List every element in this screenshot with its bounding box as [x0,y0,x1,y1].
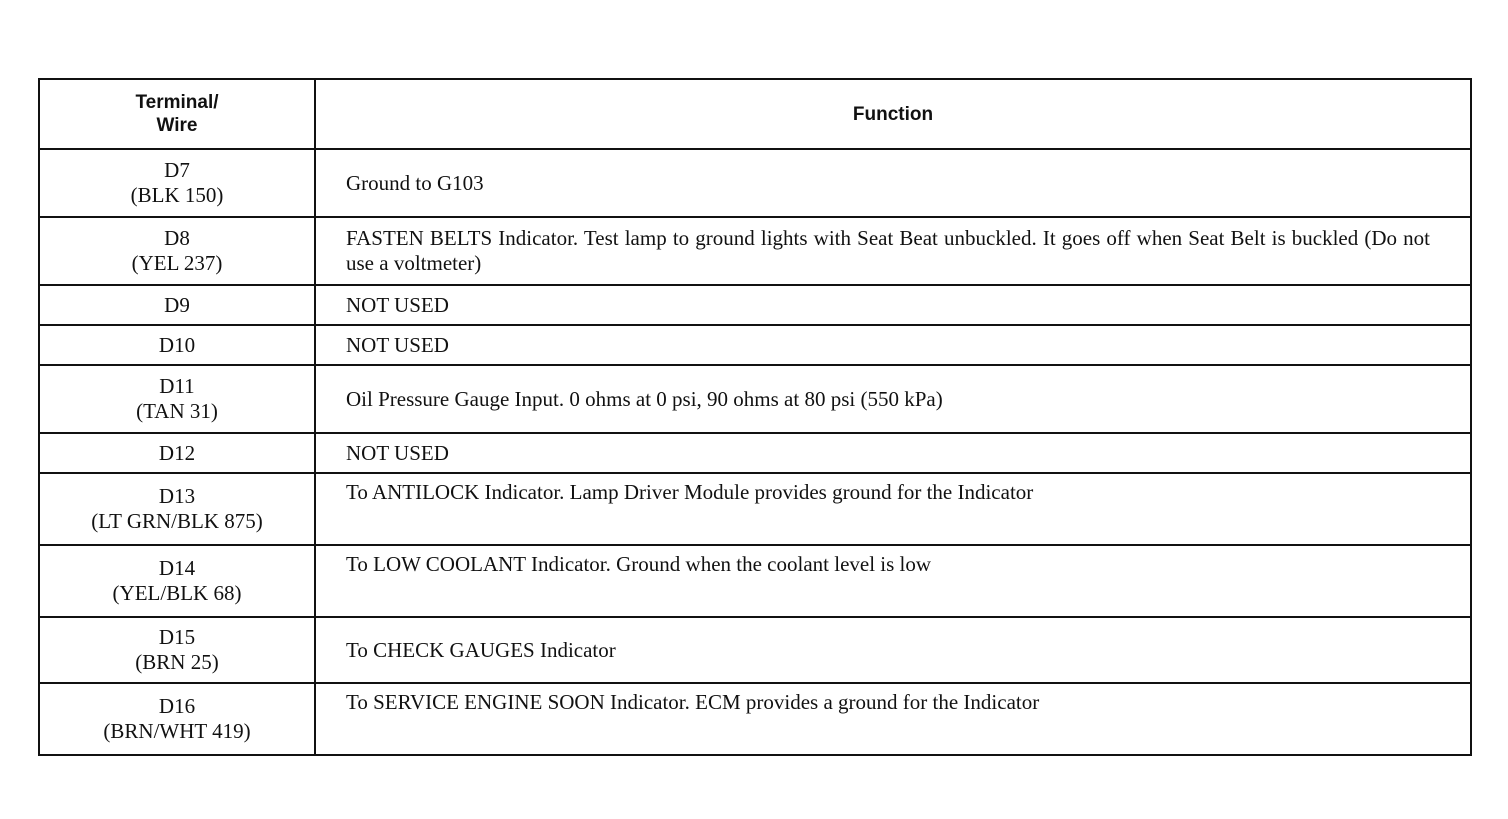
table-row [39,683,1471,755]
header-wire-label: Wire [156,115,198,136]
table-row [39,285,1471,325]
wire-id: (BRN 25) [135,650,219,674]
wire-id: (BRN/WHT 419) [103,719,251,743]
terminal-cell [39,433,315,473]
wire-id: (YEL 237) [131,251,223,275]
function-cell: NOT USED [315,433,1471,473]
table-row [39,545,1471,617]
terminal-id: D12 [158,440,196,465]
terminal-id: D8 [164,226,190,250]
function-cell: FASTEN BELTS Indicator. Test lamp to ground lights with Seat Beat unbuckled. It goes off when Seat Belt is buckled (Do not use a voltmeter) [315,217,1471,285]
function-cell: To ANTILOCK Indicator. Lamp Driver Module provides ground for the Indicator [315,473,1471,545]
terminal-id: D15 [158,625,196,649]
wire-id: (BLK 150) [130,183,224,207]
terminal-cell [39,683,315,755]
wire-id: (TAN 31) [136,399,218,423]
terminal-id: D16 [158,694,196,718]
terminal-function-table [38,78,1472,756]
table-row [39,433,1471,473]
header-terminal-label: Terminal/ [135,92,219,113]
terminal-cell [39,545,315,617]
terminal-cell [39,617,315,683]
table-row [39,617,1471,683]
terminal-cell [39,473,315,545]
wire-id: (LT GRN/BLK 875) [91,509,263,533]
function-cell: To LOW COOLANT Indicator. Ground when the coolant level is low [315,545,1471,617]
function-cell: NOT USED [315,285,1471,325]
terminal-id: D10 [158,332,196,357]
terminal-id: D13 [158,484,196,508]
terminal-id: D9 [164,292,190,317]
terminal-cell [39,217,315,285]
function-cell: To SERVICE ENGINE SOON Indicator. ECM provides a ground for the Indicator [315,683,1471,755]
header-function: Function [315,79,1471,149]
terminal-id: D11 [159,374,195,398]
function-cell: NOT USED [315,325,1471,365]
wire-id: (YEL/BLK 68) [112,581,242,605]
terminal-cell [39,285,315,325]
table-row [39,325,1471,365]
terminal-id: D14 [158,556,196,580]
terminal-function-table-container [38,78,1470,756]
terminal-id: D7 [164,158,190,182]
function-cell: Oil Pressure Gauge Input. 0 ohms at 0 psi, 90 ohms at 80 psi (550 kPa) [315,365,1471,433]
terminal-cell [39,149,315,217]
table-row [39,473,1471,545]
table-row [39,149,1471,217]
function-cell: To CHECK GAUGES Indicator [315,617,1471,683]
terminal-cell [39,365,315,433]
table-row [39,217,1471,285]
function-cell: Ground to G103 [315,149,1471,217]
table-row [39,365,1471,433]
terminal-cell [39,325,315,365]
header-row [39,79,1471,149]
header-terminal-wire [39,79,315,149]
